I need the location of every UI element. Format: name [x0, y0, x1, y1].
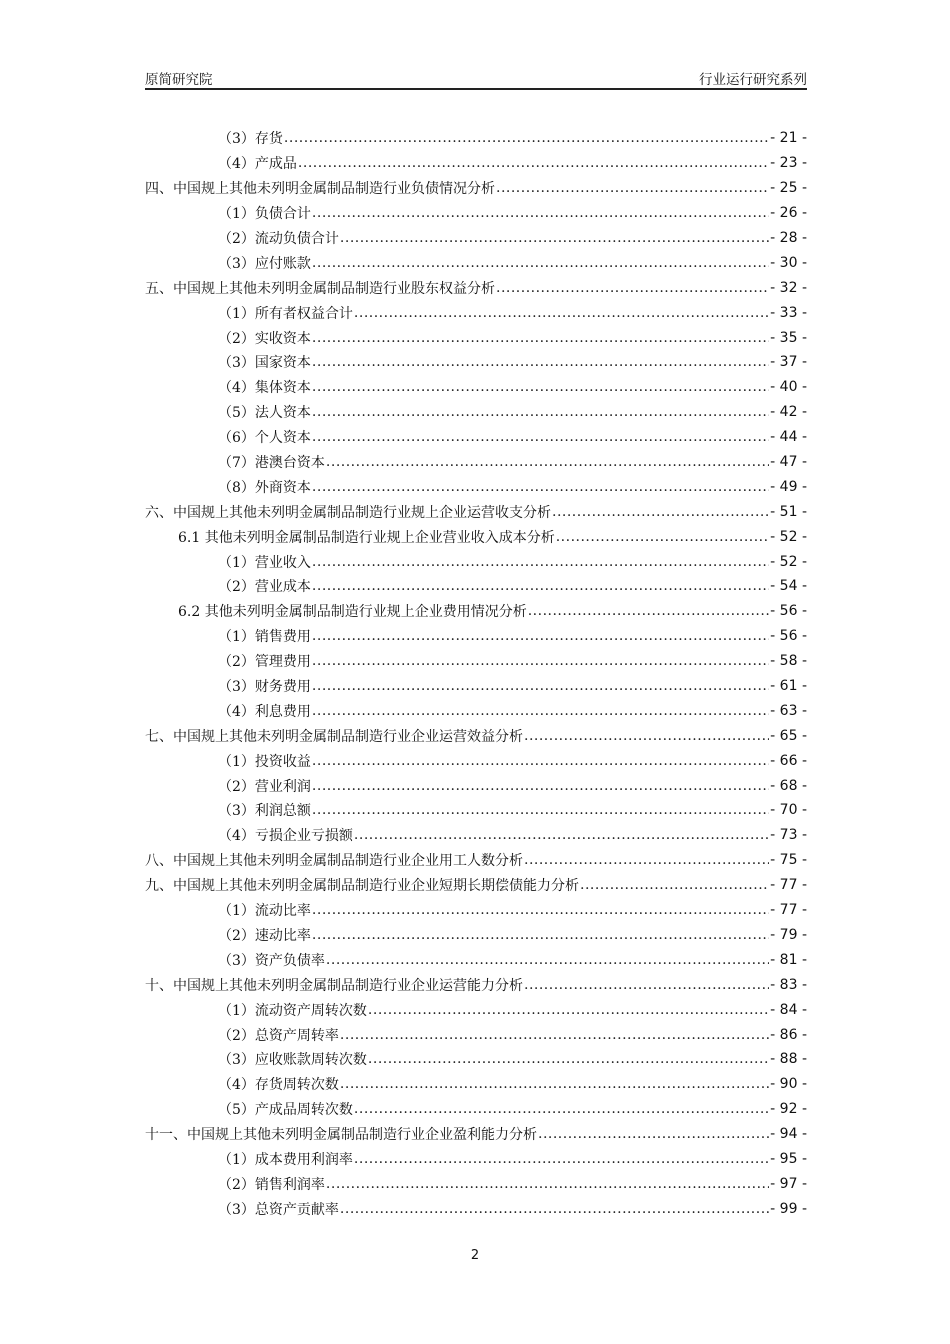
toc-entry-page: - 63 -	[770, 702, 807, 719]
toc-entry[interactable]	[145, 873, 807, 898]
toc-entry-page: - 54 -	[770, 578, 807, 595]
toc-dot-leader	[354, 827, 769, 843]
toc-dot-leader	[340, 1076, 769, 1092]
toc-entry-page: - 26 -	[770, 205, 807, 222]
toc-dot-leader	[368, 1002, 769, 1018]
toc-entry[interactable]	[145, 375, 807, 400]
toc-entry-title: （4）产成品	[218, 156, 297, 173]
toc-dot-leader	[496, 280, 769, 296]
toc-dot-leader	[354, 1151, 769, 1167]
toc-dot-leader	[354, 305, 769, 321]
toc-entry-title: （2）实收资本	[218, 330, 311, 347]
toc-entry[interactable]	[145, 1147, 807, 1172]
toc-dot-leader	[312, 902, 769, 918]
toc-entry-page: - 66 -	[770, 752, 807, 769]
toc-dot-leader	[312, 927, 769, 943]
toc-entry-page: - 44 -	[770, 429, 807, 446]
toc-entry[interactable]	[145, 923, 807, 948]
toc-dot-leader	[312, 330, 769, 346]
toc-entry-page: - 30 -	[770, 254, 807, 271]
toc-entry[interactable]	[145, 425, 807, 450]
toc-entry-title: （1）负债合计	[218, 206, 311, 223]
toc-entry-title: 6.2 其他未列明金属制品制造行业规上企业费用情况分析	[178, 604, 527, 621]
toc-entry-title: （3）应付账款	[218, 255, 311, 272]
toc-entry-title: （3）存货	[218, 131, 283, 148]
toc-entry[interactable]	[145, 848, 807, 873]
toc-dot-leader	[354, 1101, 769, 1117]
toc-entry-title: （1）投资收益	[218, 753, 311, 770]
toc-dot-leader	[528, 603, 769, 619]
toc-entry[interactable]	[145, 126, 807, 151]
toc-entry-title: （5）法人资本	[218, 405, 311, 422]
toc-dot-leader	[312, 205, 769, 221]
toc-entry-page: - 84 -	[770, 1001, 807, 1018]
toc-entry-page: - 68 -	[770, 777, 807, 794]
toc-dot-leader	[298, 155, 769, 171]
toc-entry-title: （1）营业收入	[218, 554, 311, 571]
toc-dot-leader	[312, 404, 769, 420]
toc-dot-leader	[340, 1027, 769, 1043]
toc-entry-page: - 90 -	[770, 1076, 807, 1093]
toc-entry-title: （8）外商资本	[218, 479, 311, 496]
toc-entry-title: （5）产成品周转次数	[218, 1102, 353, 1119]
toc-entry-title: （2）管理费用	[218, 654, 311, 671]
toc-entry-page: - 47 -	[770, 454, 807, 471]
toc-entry-page: - 94 -	[770, 1126, 807, 1143]
toc-dot-leader	[524, 728, 769, 744]
toc-entry-page: - 95 -	[770, 1150, 807, 1167]
toc-entry-page: - 83 -	[770, 976, 807, 993]
toc-entry-page: - 75 -	[770, 852, 807, 869]
toc-entry-title: （3）资产负债率	[218, 952, 325, 969]
toc-entry[interactable]	[145, 698, 807, 723]
toc-entry[interactable]	[145, 176, 807, 201]
toc-entry-title: （2）销售利润率	[218, 1176, 325, 1193]
page-number: 2	[470, 1248, 480, 1263]
page-header	[145, 66, 807, 90]
toc-entry-title: （4）集体资本	[218, 380, 311, 397]
toc-entry-page: - 25 -	[770, 180, 807, 197]
toc-entry[interactable]	[145, 798, 807, 823]
toc-entry-title: （6）个人资本	[218, 430, 311, 447]
toc-entry[interactable]	[145, 250, 807, 275]
toc-dot-leader	[284, 130, 769, 146]
toc-entry-page: - 58 -	[770, 653, 807, 670]
toc-entry-page: - 77 -	[770, 902, 807, 919]
toc-entry[interactable]	[145, 723, 807, 748]
toc-entry[interactable]	[145, 574, 807, 599]
toc-entry-page: - 79 -	[770, 926, 807, 943]
toc-dot-leader	[312, 653, 769, 669]
toc-entry-page: - 86 -	[770, 1026, 807, 1043]
toc-entry[interactable]	[145, 1072, 807, 1097]
toc-dot-leader	[538, 1126, 769, 1142]
table-of-contents	[145, 126, 807, 1221]
toc-entry[interactable]	[145, 201, 807, 226]
toc-entry-page: - 77 -	[770, 877, 807, 894]
toc-entry-page: - 35 -	[770, 329, 807, 346]
toc-entry-title: （1）流动资产周转次数	[218, 1002, 367, 1019]
toc-entry-title: 十、中国规上其他未列明金属制品制造行业企业运营能力分析	[145, 977, 523, 994]
toc-dot-leader	[312, 479, 769, 495]
toc-entry-title: （1）成本费用利润率	[218, 1151, 353, 1168]
toc-dot-leader	[312, 802, 769, 818]
series-name: 行业运行研究系列	[699, 72, 807, 88]
toc-entry[interactable]	[145, 151, 807, 176]
toc-entry-page: - 37 -	[770, 354, 807, 371]
toc-entry-page: - 92 -	[770, 1101, 807, 1118]
toc-entry[interactable]	[145, 300, 807, 325]
toc-dot-leader	[312, 753, 769, 769]
toc-dot-leader	[340, 1201, 769, 1217]
toc-entry[interactable]	[145, 226, 807, 251]
toc-entry-title: （2）总资产周转率	[218, 1027, 339, 1044]
toc-entry[interactable]	[145, 674, 807, 699]
toc-dot-leader	[312, 429, 769, 445]
toc-entry[interactable]	[145, 400, 807, 425]
toc-entry-title: （3）利润总额	[218, 803, 311, 820]
toc-entry[interactable]	[145, 1097, 807, 1122]
toc-entry-page: - 56 -	[770, 628, 807, 645]
toc-entry-title: （4）亏损企业亏损额	[218, 828, 353, 845]
toc-entry-title: （2）流动负债合计	[218, 231, 339, 247]
toc-dot-leader	[580, 877, 769, 893]
toc-dot-leader	[326, 1176, 769, 1192]
toc-entry-title: （1）所有者权益合计	[218, 305, 353, 322]
toc-dot-leader	[524, 977, 769, 993]
toc-dot-leader	[312, 778, 769, 794]
toc-entry[interactable]	[145, 450, 807, 475]
toc-dot-leader	[312, 678, 769, 694]
toc-entry-page: - 49 -	[770, 478, 807, 495]
toc-entry-page: - 52 -	[770, 528, 807, 545]
toc-dot-leader	[312, 703, 769, 719]
toc-entry[interactable]	[145, 1047, 807, 1072]
toc-dot-leader	[340, 230, 769, 246]
toc-entry-page: - 56 -	[770, 603, 807, 620]
toc-entry-page: - 28 -	[770, 230, 807, 246]
toc-dot-leader	[496, 180, 769, 196]
toc-entry-title: 七、中国规上其他未列明金属制品制造行业企业运营效益分析	[145, 728, 523, 745]
toc-entry[interactable]	[145, 275, 807, 300]
toc-entry-page: - 97 -	[770, 1175, 807, 1192]
toc-entry-title: （3）财务费用	[218, 679, 311, 696]
toc-entry[interactable]	[145, 1022, 807, 1047]
toc-entry-title: 四、中国规上其他未列明金属制品制造行业负债情况分析	[145, 181, 495, 198]
toc-entry[interactable]	[145, 823, 807, 848]
toc-entry-title: （4）利息费用	[218, 703, 311, 720]
toc-dot-leader	[312, 628, 769, 644]
toc-entry-page: - 70 -	[770, 802, 807, 819]
toc-entry-title: 十一、中国规上其他未列明金属制品制造行业企业盈利能力分析	[145, 1127, 537, 1144]
toc-entry[interactable]	[145, 325, 807, 350]
toc-dot-leader	[312, 554, 769, 570]
toc-entry-title: 6.1 其他未列明金属制品制造行业规上企业营业收入成本分析	[178, 529, 555, 546]
toc-entry[interactable]	[145, 474, 807, 499]
toc-entry-page: - 33 -	[770, 304, 807, 321]
toc-entry-title: 六、中国规上其他未列明金属制品制造行业规上企业运营收支分析	[145, 504, 551, 521]
publisher-name: 原简研究院	[145, 72, 213, 88]
toc-entry-page: - 99 -	[770, 1200, 807, 1217]
toc-entry[interactable]	[145, 773, 807, 798]
toc-dot-leader	[326, 952, 769, 968]
toc-entry-title: （3）国家资本	[218, 355, 311, 372]
toc-dot-leader	[326, 454, 769, 470]
toc-entry[interactable]	[145, 499, 807, 524]
toc-entry-page: - 65 -	[770, 727, 807, 744]
toc-entry[interactable]	[145, 350, 807, 375]
toc-dot-leader	[524, 852, 769, 868]
toc-entry-title: （1）销售费用	[218, 629, 311, 646]
toc-entry[interactable]	[145, 748, 807, 773]
toc-entry-page: - 32 -	[770, 279, 807, 296]
toc-entry-title: 九、中国规上其他未列明金属制品制造行业企业短期长期偿债能力分析	[145, 878, 579, 895]
toc-entry-page: - 52 -	[770, 553, 807, 570]
toc-entry[interactable]	[145, 1196, 807, 1221]
toc-entry-page: - 40 -	[770, 379, 807, 396]
toc-entry[interactable]	[145, 898, 807, 923]
toc-entry-page: - 81 -	[770, 951, 807, 968]
toc-entry-title: （4）存货周转次数	[218, 1077, 339, 1094]
toc-entry-title: （3）总资产贡献率	[218, 1201, 339, 1218]
toc-entry-title: （7）港澳台资本	[218, 455, 325, 472]
toc-entry-title: （3）应收账款周转次数	[218, 1052, 367, 1069]
toc-entry-page: - 23 -	[770, 155, 807, 172]
toc-entry[interactable]	[145, 997, 807, 1022]
toc-entry-title: （1）流动比率	[218, 903, 311, 920]
toc-entry[interactable]	[145, 649, 807, 674]
toc-entry-title: （2）速动比率	[218, 927, 311, 944]
toc-entry[interactable]	[145, 599, 807, 624]
toc-entry-title: 五、中国规上其他未列明金属制品制造行业股东权益分析	[145, 280, 495, 297]
toc-dot-leader	[312, 354, 769, 370]
toc-dot-leader	[312, 379, 769, 395]
toc-entry[interactable]	[145, 972, 807, 997]
toc-dot-leader	[368, 1051, 769, 1067]
toc-entry-page: - 88 -	[770, 1051, 807, 1068]
toc-entry-page: - 42 -	[770, 404, 807, 421]
toc-entry-title: 八、中国规上其他未列明金属制品制造行业企业用工人数分析	[145, 853, 523, 870]
toc-dot-leader	[312, 578, 769, 594]
toc-entry-page: - 73 -	[770, 827, 807, 844]
toc-entry[interactable]	[145, 1122, 807, 1147]
toc-entry-title: （2）营业利润	[218, 778, 311, 795]
toc-dot-leader	[312, 255, 769, 271]
toc-entry[interactable]	[145, 947, 807, 972]
toc-entry-page: - 51 -	[770, 503, 807, 520]
toc-entry[interactable]	[145, 549, 807, 574]
toc-entry[interactable]	[145, 624, 807, 649]
toc-dot-leader	[552, 504, 769, 520]
toc-entry-page: - 21 -	[770, 130, 807, 147]
toc-dot-leader	[556, 529, 769, 545]
toc-entry[interactable]	[145, 524, 807, 549]
toc-entry-title: （2）营业成本	[218, 579, 311, 596]
toc-entry[interactable]	[145, 1171, 807, 1196]
toc-entry-page: - 61 -	[770, 678, 807, 695]
